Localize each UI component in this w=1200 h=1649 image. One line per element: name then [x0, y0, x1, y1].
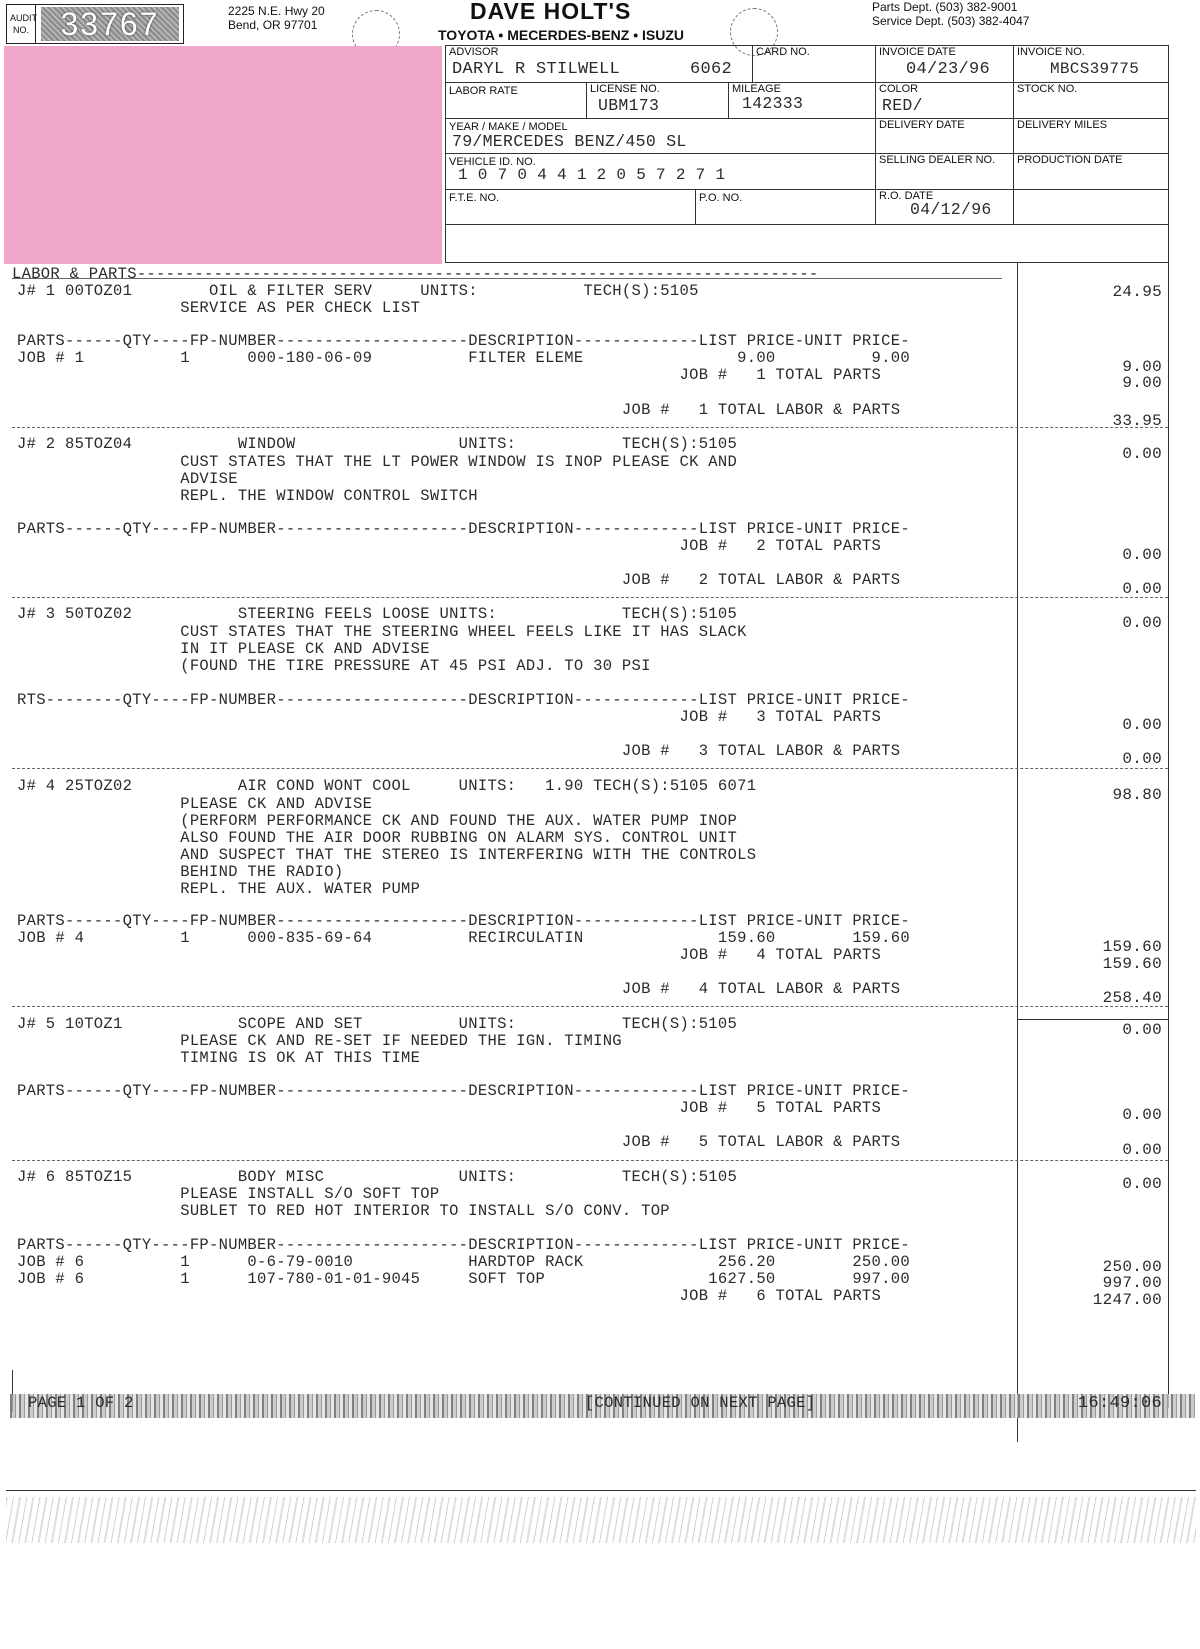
- line-amount: 0.00: [1122, 1021, 1162, 1039]
- fte-label: F.T.E. NO.: [449, 192, 500, 204]
- invoice-line: TIMING IS OK AT THIS TIME: [17, 1049, 421, 1067]
- invoice-line: (FOUND THE TIRE PRESSURE AT 45 PSI ADJ. TO 30 PSI: [17, 657, 651, 675]
- invoice-line: PARTS------QTY----FP-NUMBER--------------------DESCRIPTION-------------LIST PRICE-UNIT PRICE-: [17, 1082, 910, 1100]
- delivery-date-label: DELIVERY DATE: [879, 119, 965, 131]
- invoice-line: JOB # 2 TOTAL PARTS: [17, 537, 882, 555]
- line-amount: 0.00: [1122, 546, 1162, 564]
- year-make-model-value: 79/MERCEDES BENZ/450 SL: [452, 132, 687, 151]
- stock-no-label: STOCK NO.: [1017, 83, 1078, 95]
- line-amount: 258.40: [1102, 989, 1162, 1007]
- invoice-date-value: 04/23/96: [906, 60, 991, 79]
- line-amount: 250.00: [1102, 1258, 1162, 1276]
- line-amount: 159.60: [1102, 938, 1162, 956]
- noise-band-2: [6, 1497, 1196, 1543]
- invoice-line: JOB # 2 TOTAL LABOR & PARTS: [17, 571, 901, 589]
- line-amount: 24.95: [1112, 283, 1162, 301]
- invoice-line: J# 3 50TOZ02 STEERING FEELS LOOSE UNITS: TECH(S):5105: [17, 605, 738, 623]
- invoice-line: PARTS------QTY----FP-NUMBER--------------------DESCRIPTION-------------LIST PRICE-UNIT PRICE-: [17, 912, 910, 930]
- invoice-line: AND SUSPECT THAT THE STEREO IS INTERFERING WITH THE CONTROLS: [17, 846, 757, 864]
- mileage-value: 142333: [742, 94, 804, 113]
- invoice-line: JOB # 4 1 000-835-69-64 RECIRCULATIN 159.60 159.60: [17, 929, 910, 947]
- invoice-line: PARTS------QTY----FP-NUMBER--------------------DESCRIPTION-------------LIST PRICE-UNIT PRICE-: [17, 1236, 910, 1254]
- invoice-line: J# 5 10TOZ1 SCOPE AND SET UNITS: TECH(S):5105: [17, 1015, 738, 1033]
- invoice-line: ADVISE: [17, 470, 238, 488]
- line-amount: 0.00: [1122, 614, 1162, 632]
- invoice-line: SERVICE AS PER CHECK LIST: [17, 299, 421, 317]
- line-amount: 159.60: [1102, 955, 1162, 973]
- line-amount: 997.00: [1102, 1274, 1162, 1292]
- invoice-line: JOB # 1 1 000-180-06-09 FILTER ELEME 9.00 9.00: [17, 349, 910, 367]
- invoice-line: JOB # 6 1 107-780-01-01-9045 SOFT TOP 1627.50 997.00: [17, 1270, 910, 1288]
- invoice-line: JOB # 4 TOTAL LABOR & PARTS: [17, 980, 901, 998]
- invoice-line: J# 4 25TOZ02 AIR COND WONT COOL UNITS: 1.90 TECH(S):5105 6071: [17, 777, 757, 795]
- line-amount: 9.00: [1122, 374, 1162, 392]
- line-amount: 0.00: [1122, 1141, 1162, 1159]
- dealer-brands: TOYOTA • MECERDES-BENZ • ISUZU: [438, 27, 684, 43]
- po-label: P.O. NO.: [699, 192, 743, 204]
- invoice-line: RTS--------QTY----FP-NUMBER--------------------DESCRIPTION-------------LIST PRICE-UNIT PRICE-: [17, 691, 910, 709]
- mileage-label: MILEAGE: [732, 83, 781, 95]
- ro-date-label: R.O. DATE: [879, 190, 934, 202]
- line-amount: 1247.00: [1092, 1291, 1162, 1309]
- line-amount: 98.80: [1112, 786, 1162, 804]
- invoice-line: ALSO FOUND THE AIR DOOR RUBBING ON ALARM SYS. CONTROL UNIT: [17, 829, 738, 847]
- invoice-line: JOB # 5 TOTAL PARTS: [17, 1099, 882, 1117]
- invoice-line: J# 2 85TOZ04 WINDOW UNITS: TECH(S):5105: [17, 435, 738, 453]
- invoice-line: CUST STATES THAT THE STEERING WHEEL FEELS LIKE IT HAS SLACK: [17, 623, 747, 641]
- print-time: 16:49:06: [1078, 1394, 1163, 1413]
- license-value: UBM173: [598, 96, 660, 115]
- production-date-label: PRODUCTION DATE: [1017, 154, 1123, 166]
- invoice-line: IN IT PLEASE CK AND ADVISE: [17, 640, 430, 658]
- invoice-line: JOB # 6 TOTAL PARTS: [17, 1287, 882, 1305]
- line-amount: 0.00: [1122, 445, 1162, 463]
- license-label: LICENSE NO.: [590, 83, 660, 95]
- advisor-label: ADVISOR: [449, 46, 499, 58]
- invoice-line: PLEASE INSTALL S/O SOFT TOP: [17, 1185, 440, 1203]
- line-amount: 33.95: [1112, 412, 1162, 430]
- invoice-line: SUBLET TO RED HOT INTERIOR TO INSTALL S/O CONV. TOP: [17, 1202, 670, 1220]
- invoice-line: JOB # 3 TOTAL PARTS: [17, 708, 882, 726]
- invoice-line: JOB # 6 1 0-6-79-0010 HARDTOP RACK 256.20 250.00: [17, 1253, 910, 1271]
- line-amount: 0.00: [1122, 716, 1162, 734]
- redacted-customer-block: [4, 46, 442, 264]
- advisor-value: DARYL R STILWELL: [452, 60, 621, 79]
- selling-dealer-label: SELLING DEALER NO.: [879, 154, 996, 166]
- vin-label: VEHICLE ID. NO.: [449, 156, 536, 168]
- audit-label-1: AUDIT: [10, 13, 37, 23]
- dealer-name: DAVE HOLT'S: [470, 0, 632, 24]
- line-amount: 0.00: [1122, 1106, 1162, 1124]
- line-amount: 0.00: [1122, 580, 1162, 598]
- invoice-line: CUST STATES THAT THE LT POWER WINDOW IS INOP PLEASE CK AND: [17, 453, 738, 471]
- invoice-line: J# 6 85TOZ15 BODY MISC UNITS: TECH(S):5105: [17, 1168, 738, 1186]
- invoice-line: PLEASE CK AND ADVISE: [17, 795, 373, 813]
- invoice-line: PARTS------QTY----FP-NUMBER--------------------DESCRIPTION-------------LIST PRICE-UNIT PRICE-: [17, 520, 910, 538]
- parts-dept-phone: Parts Dept. (503) 382-9001: [872, 0, 1018, 14]
- invoice-line: PLEASE CK AND RE-SET IF NEEDED THE IGN. TIMING: [17, 1032, 622, 1050]
- invoice-line: PAGE 1 OF 2 [CONTINUED ON NEXT PAGE]: [28, 1394, 816, 1412]
- dealer-address-1: 2225 N.E. Hwy 20: [228, 4, 325, 18]
- line-amount: 0.00: [1122, 750, 1162, 768]
- dealer-address-2: Bend, OR 97701: [228, 18, 318, 32]
- invoice-line: PARTS------QTY----FP-NUMBER--------------------DESCRIPTION-------------LIST PRICE-UNIT PRICE-: [17, 332, 910, 350]
- advisor-number: 6062: [690, 60, 733, 79]
- audit-box: [6, 4, 184, 44]
- invoice-line: J# 1 00TOZ01 OIL & FILTER SERV UNITS: TECH(S):5105: [17, 282, 699, 300]
- service-dept-phone: Service Dept. (503) 382-4047: [872, 14, 1030, 28]
- invoice-line: (PERFORM PERFORMANCE CK AND FOUND THE AUX. WATER PUMP INOP: [17, 812, 738, 830]
- invoice-line: JOB # 5 TOTAL LABOR & PARTS: [17, 1133, 901, 1151]
- audit-label-2: NO.: [13, 25, 30, 35]
- color-label: COLOR: [879, 83, 919, 95]
- ro-date-value: 04/12/96: [910, 200, 992, 219]
- delivery-miles-label: DELIVERY MILES: [1017, 119, 1108, 131]
- labor-rate-label: LABOR RATE: [449, 85, 518, 97]
- invoice-line: BEHIND THE RADIO): [17, 863, 344, 881]
- invoice-no-label: INVOICE NO.: [1017, 46, 1085, 58]
- invoice-line: JOB # 1 TOTAL LABOR & PARTS: [17, 401, 901, 419]
- card-no-label: CARD NO.: [756, 46, 810, 58]
- invoice-line: JOB # 3 TOTAL LABOR & PARTS: [17, 742, 901, 760]
- invoice-no-value: MBCS39775: [1050, 60, 1140, 78]
- line-amount: 0.00: [1122, 1175, 1162, 1193]
- year-make-model-label: YEAR / MAKE / MODEL: [449, 121, 568, 133]
- line-amount: 9.00: [1122, 358, 1162, 376]
- vin-value: 1 0 7 0 4 4 1 2 0 5 7 2 7 1: [458, 166, 726, 184]
- color-value: RED/: [882, 96, 923, 115]
- invoice-line: JOB # 4 TOTAL PARTS: [17, 946, 882, 964]
- audit-number: 33767: [41, 7, 179, 41]
- invoice-line: REPL. THE AUX. WATER PUMP: [17, 880, 421, 898]
- invoice-line: JOB # 1 TOTAL PARTS: [17, 366, 882, 384]
- invoice-date-label: INVOICE DATE: [879, 46, 956, 58]
- invoice-line: LABOR & PARTS-----------------------------------------------------------------------: [12, 265, 819, 283]
- invoice-line: REPL. THE WINDOW CONTROL SWITCH: [17, 487, 478, 505]
